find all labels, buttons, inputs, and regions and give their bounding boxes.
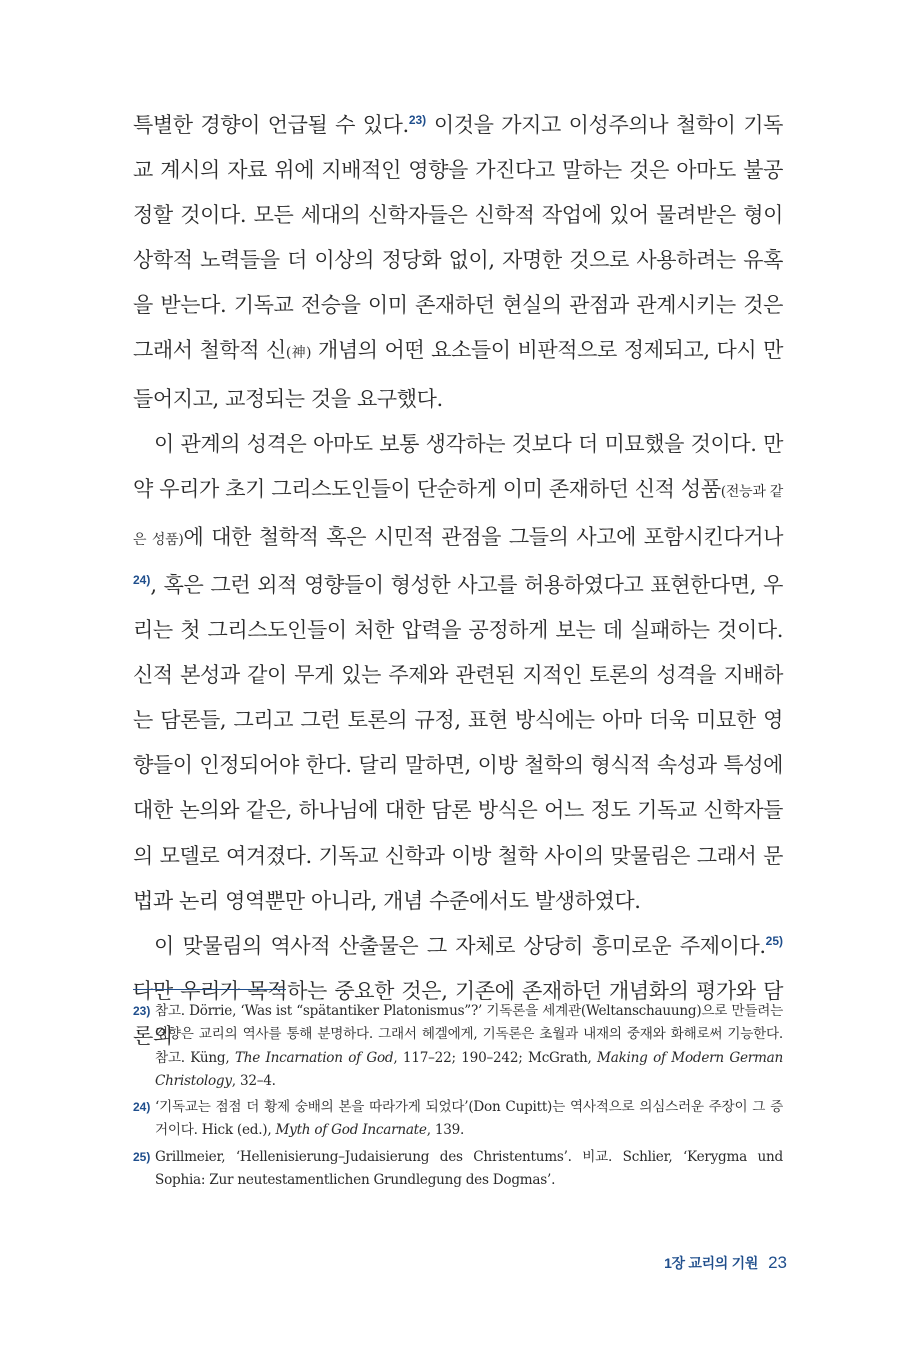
- footnote-divider: [133, 989, 286, 990]
- footnote-23-text-a: 참고. Dörrie, ‘Was ist “spätantiker Platonismus”?’ 기독론을 세계관(Weltanschauung)으로 만들려는 경향은 교리의 역사를 통해 분명하다. 그래서 헤겔에게, 기독론은 초월과 내재의 중재와 화해로써 기능한다. 참고. Küng,: [155, 1003, 783, 1066]
- paragraph-3-text-a: 이 맞물림의 역사적 산출물은 그 자체로 상당히 흥미로운 주제이다.: [154, 933, 766, 958]
- page-number: 23: [768, 1253, 787, 1272]
- footnotes: [133, 1000, 783, 1195]
- footnote-ref-23[interactable]: 23): [408, 113, 427, 127]
- footnote-23-title-b: Making of Modern German Christology: [155, 1049, 784, 1089]
- paragraph-2-text-a: 이 관계의 성격은 아마도 보통 생각하는 것보다 더 미묘했을 것이다. 만약 우리가 초기 그리스도인들이 단순하게 이미 존재하던 신적 성품: [133, 431, 783, 501]
- body-text: [133, 103, 783, 1059]
- paragraph-2-text-b: 에 대한 철학적 혹은 시민적 관점을 그들의 사고에 포함시킨다거나: [183, 524, 784, 549]
- footnote-23: [133, 1000, 783, 1093]
- paragraph-2-text-c: , 혹은 그런 외적 영향들이 형성한 사고를 허용하였다고 표현한다면, 우리는 첫 그리스도인들이 처한 압력을 공정하게 보는 데 실패하는 것이다. 신적 본성과 같이 무게 있는 주제와 관련된 지적인 토론의 성격을 지배하는 담론들, 그리고 그런 토론의 규정, 표현 방식에는 아마 더욱 미묘한 영향들이 인정되어야 한다. 달리 말하면, 이방 철학의 형식적 속성과 특성에 대한 논의와 같은, 하나님에 대한 담론 방식은 어느 정도 기독교 신학자들의 모델로 여겨졌다. 기독교 신학과 이방 철학 사이의 맞물림은 그래서 문법과 논리 영역뿐만 아니라, 개념 수준에서도 발생하였다.: [133, 572, 783, 913]
- footnote-24-title: Myth of God Incarnate: [275, 1122, 427, 1139]
- paragraph-2: [133, 422, 783, 924]
- hanja-annotation: (神): [285, 345, 312, 362]
- footnote-24-text-a: ‘기독교는 점점 더 황제 숭배의 본을 따라가게 되었다’(Don Cupitt)는 역사적으로 의심스러운 주장이 그 증거이다. Hick (ed.),: [155, 1099, 783, 1139]
- footnote-25: [133, 1146, 783, 1193]
- footnote-number-24: 24): [133, 1100, 151, 1115]
- page-footer: [664, 1253, 787, 1273]
- inline-annotation: (전능과 같은 성품): [133, 483, 783, 548]
- paragraph-3-text-b: 다만 우리가 목적하는 중요한 것은, 기존에 존재하던 개념화의 평가와 담론의: [133, 978, 783, 1048]
- footnote-23-text-c: , 32–4.: [231, 1072, 276, 1089]
- footnote-23-text-b: , 117–22; 190–242; McGrath,: [393, 1049, 598, 1066]
- footnote-23-title-a: The Incarnation of God: [234, 1049, 394, 1066]
- footnote-ref-24[interactable]: 24): [133, 572, 151, 587]
- footnote-24: [133, 1096, 783, 1143]
- paragraph-1-text-c: 개념의 어떤 요소들이 비판적으로 정제되고, 다시 만들어지고, 교정되는 것을 요구했다.: [133, 338, 783, 411]
- paragraph-1: [133, 103, 783, 422]
- footnote-ref-25[interactable]: 25): [765, 933, 783, 948]
- paragraph-1-text-b: 이것을 가지고 이성주의나 철학이 기독교 계시의 자료 위에 지배적인 영향을 가진다고 말하는 것은 아마도 불공정할 것이다. 모든 세대의 신학자들은 신학적 작업에 있어 물려받은 형이상학적 노력들을 더 이상의 정당화 없이, 자명한 것으로 사용하려는 유혹을 받는다. 기독교 전승을 이미 존재하던 현실의 관점과 관계시키는 것은 그래서 철학적 신: [133, 113, 783, 363]
- footnote-25-text: Grillmeier, ‘Hellenisierung–Judaisierung des Christentums’. 비교. Schlier, ‘Kerygma und Sophia: Zur neutestamentlichen Grundlegung des Dogmas’.: [155, 1148, 783, 1189]
- chapter-title: 1장 교리의 기원: [664, 1255, 759, 1271]
- footnote-number-25: 25): [133, 1149, 151, 1164]
- footnote-24-text-b: , 139.: [426, 1122, 465, 1139]
- paragraph-1-text-a: 특별한 경향이 언급될 수 있다.: [133, 113, 409, 137]
- footnote-number-23: 23): [133, 1004, 151, 1018]
